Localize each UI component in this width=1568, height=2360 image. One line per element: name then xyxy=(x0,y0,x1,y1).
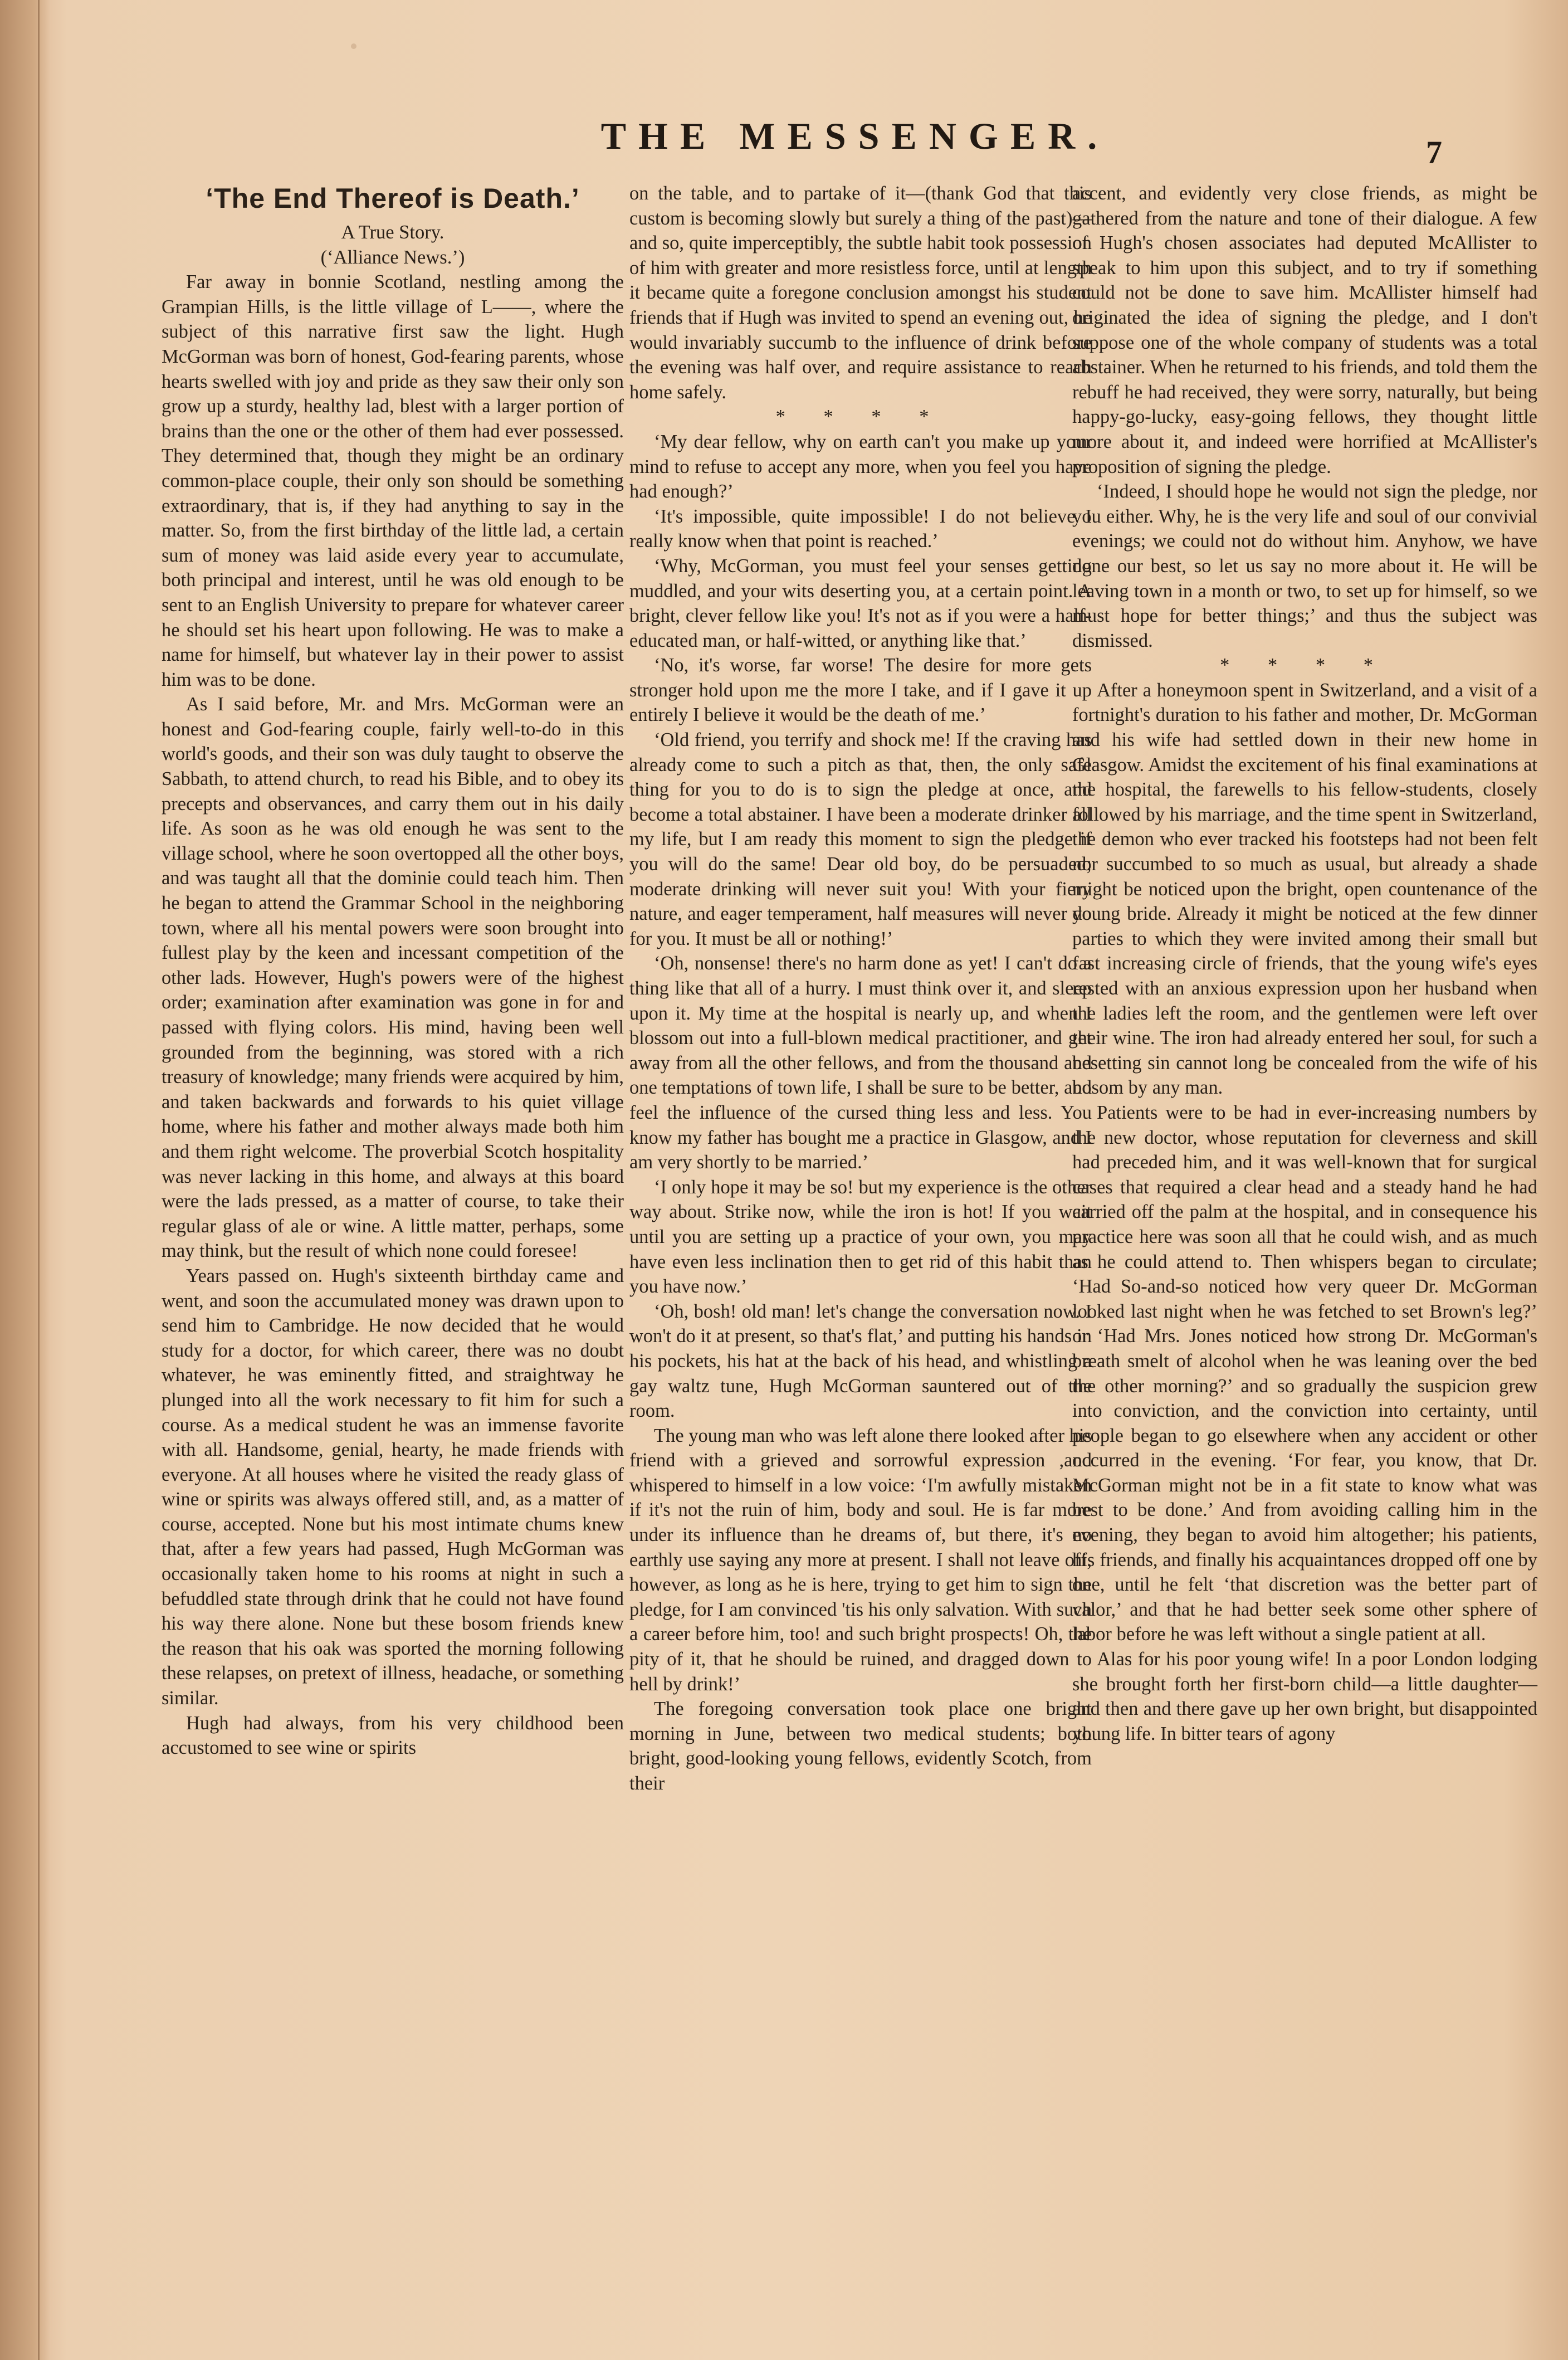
paper-stain xyxy=(351,43,356,49)
paragraph: ‘Indeed, I should hope he would not sign the pledge, nor you either. Why, he is the very life and soul of our convivial evenings; we could not do without him. Anyhow, we have done our best, so let us say no more about it. He will be leaving town in a month or two, to set up for himself, so we must hope for better things;’ and thus the subject was dismissed. xyxy=(1072,481,1537,651)
paragraph: Hugh had always, from his very childhood been accustomed to see wine or spirits xyxy=(162,1712,624,1759)
paragraph: ‘Old friend, you terrify and shock me! If the craving has already come to such a pitch as that, then, the only safe thing for you to do is to sign the pledge at once, and become a total abstainer. I have been a moderate drinker all my life, but I am ready this moment to sign the pledge if you will do the same! Dear old boy, do be persuaded; moderate drinking will never suit you! With your fiery nature, and eager temperament, half measures will never do for you. It must be all or nothing!’ xyxy=(629,729,1092,949)
paragraph: As I said before, Mr. and Mrs. McGorman were an honest and God-fearing couple, fairly well-to-do in this world's goods, and their son was duly taught to observe the Sabbath, to attend church, to read his Bible, and to obey its precepts and observances, and carry them out in his daily life. As soon as he was old enough he was sent to the village school, where he soon overtopped all the other boys, and was taught all that the dominie could teach him. Then he began to attend the Grammar School in the neighboring town, where all his mental powers were soon brought into fullest play by the keen and incessant competition of the other lads. However, Hugh's powers were of the highest order; examination after examination was gone in for and passed with flying colors. His mind, having been well grounded from the beginning, was stored with a rich treasury of knowledge; many friends were acquired by him, and taken backwards and forwards to his quiet village home, where his father and mother always made both him and them right welcome. The proverbial Scotch hospitality was never lacking in this home, and always at this board were the lads pressed, as a matter of course, to take their regular glass of ale or wine. A little matter, perhaps, some may think, but the result of which none could foresee! xyxy=(162,694,624,1262)
column-3 xyxy=(1072,181,1537,2354)
paragraph: ‘I only hope it may be so! but my experience is the other way about. Strike now, while the iron is hot! If you wait until you are setting up a practice of your own, you may have even less inclination then to get rid of this habit than you have now.’ xyxy=(629,1176,1092,1298)
paragraph: Patients were to be had in ever-increasing numbers by the new doctor, whose reputation for cleverness and skill had preceded him, and it was well-known that for surgical cases that required a clear head and a steady hand he had carried off the palm at the hospital, and in consequence his practice here was soon all that he could wish, and as much as he could attend to. Then whispers began to circulate; ‘Had So-and-so noticed how very queer Dr. McGorman looked last night when he was fetched to set Brown's leg?’ or ‘Had Mrs. Jones noticed how strong Dr. McGorman's breath smelt of alcohol when he was leaning over the bed the other morning?’ and so gradually the suspicion grew into conviction, and the conviction into certainty, until people began to go elsewhere when any accident or other occurred in the evening. ‘For fear, you know, that Dr. McGorman might not be in a fit state to know what was best to be done.’ And from avoiding calling him in the evening, they began to avoid him altogether; his patients, his friends, and finally his acquaintances dropped off one by one, until he felt ‘that discretion was the better part of valor,’ and that he had better seek some other sphere of labor before he was left without a single patient at all. xyxy=(1072,1101,1537,1645)
paragraph: The foregoing conversation took place one bright morning in June, between two medical students; both bright, good-looking young fellows, evidently Scotch, from their xyxy=(629,1698,1092,1794)
paragraph: Far away in bonnie Scotland, nestling among the Grampian Hills, is the little village of L——, where the subject of this narrative first saw the light. Hugh McGorman was born of honest, God-fearing parents, whose hearts swelled with joy and pride as they saw their only son grow up a sturdy, healthy lad, blest with a larger portion of brains than the one or the other of them had ever possessed. They determined that, though they might be an ordinary common-place couple, their only son should be something extraordinary, that is, if they had anything to say in the matter. So, from the first birthday of the little lad, a certain sum of money was laid aside every year to accumulate, both principal and interest, until he was old enough to be sent to an English University to prepare for whatever career he should set his heart upon following. He was to make a name for himself, but whatever lay in their power to assist him was to be done. xyxy=(162,271,624,690)
paragraph: The young man who was left alone there looked after his friend with a grieved and sorrowful expression ,and whispered to himself in a low voice: ‘I'm awfully mistaken if it's not the ruin of him, body and soul. He is far more under its influence than he dreams of, but there, it's no earthly use saying any more at present. I shall not leave off, however, as long as he is here, trying to get him to sign the pledge, for I am convinced 'tis his only salvation. With such a career before him, too! and such bright prospects! Oh, the pity of it, that he should be ruined, and dragged down to hell by drink!’ xyxy=(629,1425,1092,1695)
paragraph: ‘My dear fellow, why on earth can't you make up your mind to refuse to accept any more, when you feel you have had enough?’ xyxy=(629,431,1092,503)
paragraph: ‘Oh, nonsense! there's no harm done as yet! I can't do a thing like that all of a hurry. I must think over it, and sleep upon it. My time at the hospital is nearly up, and when I blossom out into a full-blown medical practitioner, and get away from all the other fellows, and from the thousand and one temptations of town life, I shall be sure to be better, and feel the influence of the cursed thing less and less. You know my father has bought me a practice in Glasgow, and I am very shortly to be married.’ xyxy=(629,953,1092,1173)
section-separator: * * * * xyxy=(1220,655,1390,676)
page-binding-shadow xyxy=(0,0,50,2360)
article-subtitle: A True Story. xyxy=(341,222,444,243)
paragraph: ‘It's impossible, quite impossible! I do not believe I really know when that point is reached.’ xyxy=(629,505,1092,552)
paragraph: ‘Oh, bosh! old man! let's change the conversation now. I won't do it at present, so that's flat,’ and putting his hands in his pockets, his hat at the back of his head, and whistling a gay waltz tune, Hugh McGorman sauntered out of the room. xyxy=(629,1300,1092,1422)
paragraph: Alas for his poor young wife! In a poor London lodging she brought forth her first-born child—a little daughter—and then and there gave up her own bright, but disappointed young life. In bitter tears of agony xyxy=(1072,1649,1537,1744)
paragraph: After a honeymoon spent in Switzerland, and a visit of a fortnight's duration to his father and mother, Dr. McGorman and his wife had settled down in their new home in Glasgow. Amidst the excitement of his final examinations at the hospital, the farewells to his fellow-students, closely followed by his marriage, and the time spent in Switzerland, the demon who ever tracked his footsteps had not been felt nor succumbed to so much as usual, but already a shade might be noticed upon the bright, open countenance of the young bride. Already it might be noticed at the few dinner parties to which they were invited among their small but fast increasing circle of friends, that the young wife's eyes rested with an anxious expression upon her husband when the ladies left the room, and the gentlemen were left over their wine. The iron had already entered her soul, for such a besetting sin cannot long be concealed from the wife of his bosom by any man. xyxy=(1072,679,1537,1099)
paragraph: ‘Why, McGorman, you must feel your senses getting muddled, and your wits deserting you, at a certain point. A bright, clever fellow like you! It's not as if you were a half-educated man, or half-witted, or anything like that.’ xyxy=(629,555,1092,651)
column-2 xyxy=(629,181,1092,2354)
paragraph: ‘No, it's worse, far worse! The desire for more gets stronger hold upon me the more I take, and if I gave it up entirely I believe it would be the death of me.’ xyxy=(629,655,1092,726)
section-separator: * * * * xyxy=(775,406,946,428)
paragraph: on the table, and to partake of it—(thank God that this custom is becoming slowly but surely a thing of the past)—and so, quite imperceptibly, the subtle habit took possession of him with greater and more resistless force, until at length it became quite a foregone conclusion amongst his student friends that if Hugh was invited to spend an evening out, he would invariably succumb to the influence of drink before the evening was half over, and require assistance to reach home safely. xyxy=(629,183,1092,403)
article-source: (‘Alliance News.’) xyxy=(320,246,465,268)
page-fold-line xyxy=(38,0,40,2360)
publication-header: THE MESSENGER. xyxy=(600,115,1110,157)
paragraph: accent, and evidently very close friends, as might be gathered from the nature and tone of their dialogue. A few of Hugh's chosen associates had deputed McAllister to speak to him upon this subject, and to try if something could not be done to save him. McAllister himself had originated the idea of signing the pledge, and I don't suppose one of the whole company of students was a total abstainer. When he returned to his friends, and told them the rebuff he had received, they were sorry, naturally, but being happy-go-lucky, easy-going fellows, they thought little more about it, and indeed were horrified at McAllister's proposition of signing the pledge. xyxy=(1072,183,1537,477)
article-title: ‘The End Thereof is Death.’ xyxy=(206,183,580,214)
paragraph: Years passed on. Hugh's sixteenth birthday came and went, and soon the accumulated money was drawn upon to send him to Cambridge. He now decided that he would study for a doctor, for which career, there was no doubt whatever, he was eminently fitted, and straightway he plunged into all the work necessary to fit him for such a course. As a medical student he was an immense favorite with all. Handsome, genial, hearty, he made friends with everyone. At all houses where he visited the ready glass of wine or spirits was always offered still, and, as a matter of course, accepted. None but his most intimate chums knew that, after a few years had passed, Hugh McGorman was occasionally taken home to his rooms at night in such a befuddled state through drink that he could not have found his way there alone. None but these bosom friends knew the reason that his oak was sported the morning following these relapses, on pretext of illness, headache, or something similar. xyxy=(162,1265,624,1709)
column-1 xyxy=(162,181,624,2354)
page-number: 7 xyxy=(1426,134,1442,170)
